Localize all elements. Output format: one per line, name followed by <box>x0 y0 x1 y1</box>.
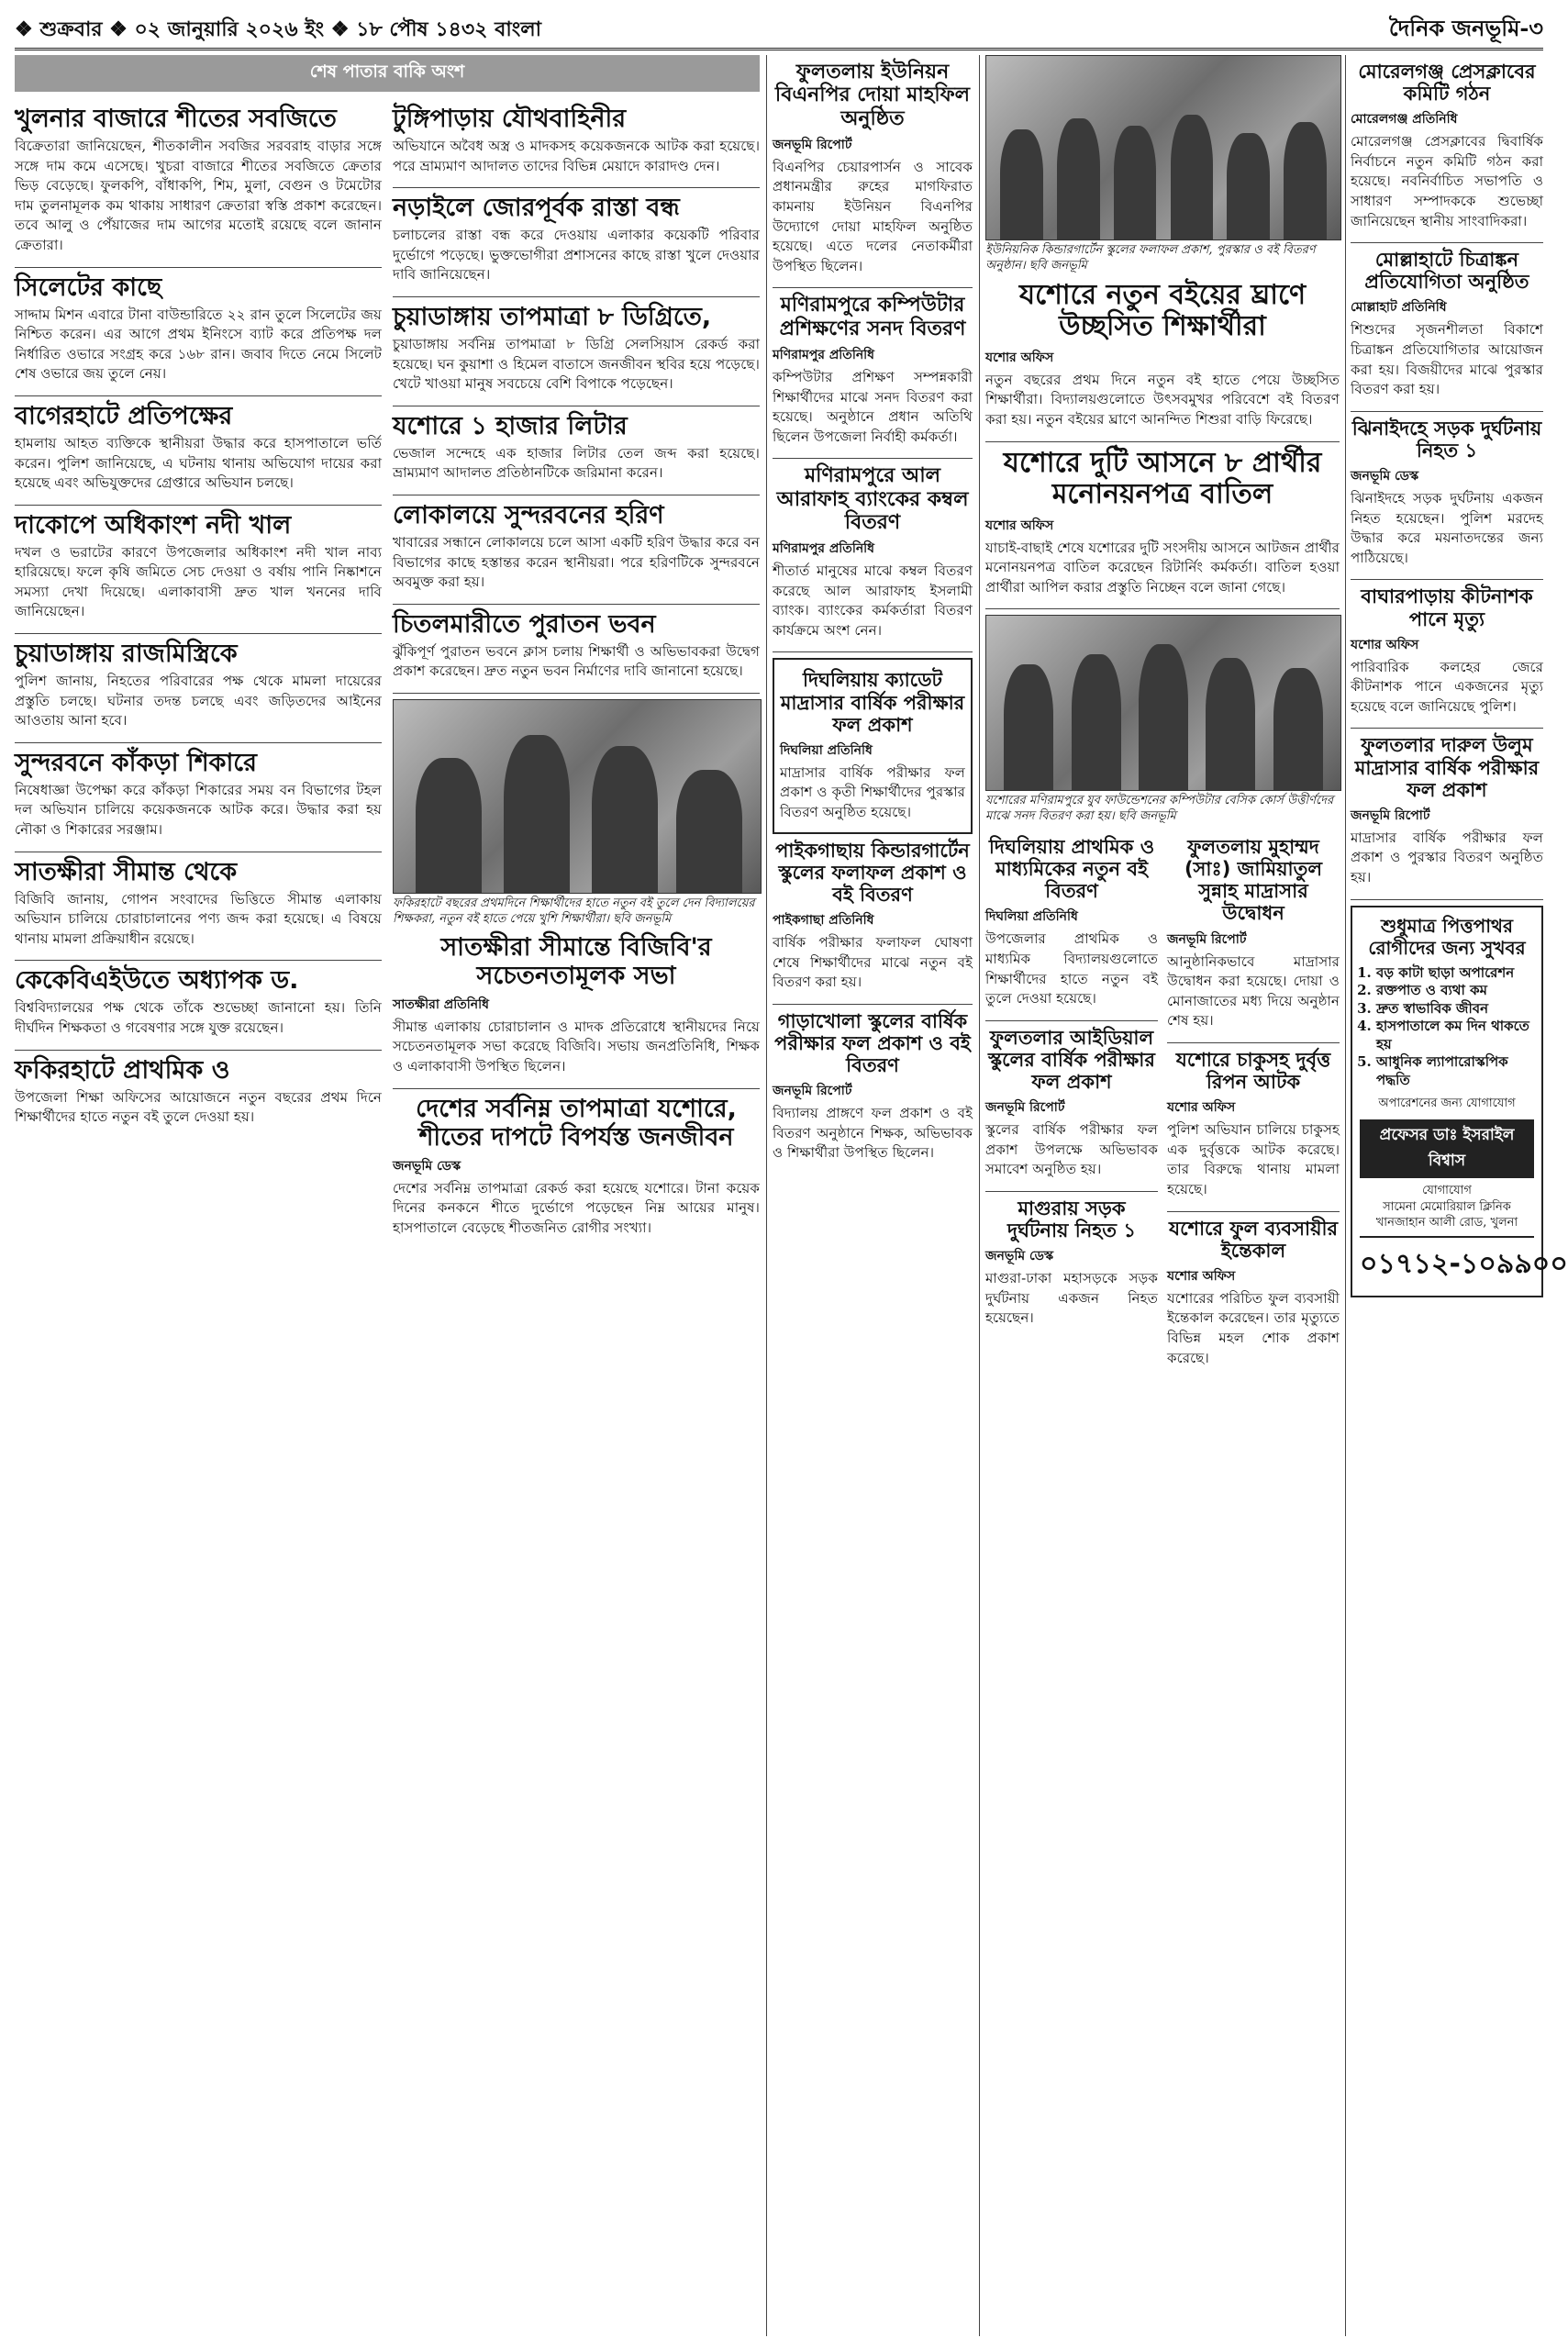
article <box>773 658 973 833</box>
ad-phone-number: ০১৭১২-১০৯৯০০ <box>1360 1236 1534 1288</box>
section-bar: শেষ পাতার বাকি অংশ <box>15 55 760 92</box>
headline: ফুলতলায় ইউনিয়ন বিএনপির দোয়া মাহফিল অনুষ্ঠিত <box>774 61 971 130</box>
photo-caption: যশোরের মণিরামপুরে যুব ফাউন্ডেশনের কম্পিউটার বেসিক কোর্স উত্তীর্ণদের মাঝে সনদ বিতরণ করা হয়। ছবি জনভূমি <box>985 794 1334 824</box>
article-body: পুলিশ জানায়, নিহতের পরিবারের পক্ষ থেকে মামলা দায়েরের প্রস্তুতি চলছে। ঘটনার তদন্ত চলছে এবং জড়িতদের আইনের আওতায় আনা হবে। <box>15 673 382 729</box>
news-column-4 <box>1351 55 1568 2336</box>
article <box>1351 417 1543 581</box>
headline: ফকিরহাটে প্রাথমিক ও <box>15 1055 230 1085</box>
article-body: শীতার্ত মানুষের মাঝে কম্বল বিতরণ করেছে আল আরাফাহ ইসলামী ব্যাংক। ব্যাংকের কর্মকর্তারা বিতরণ কার্যক্রমে অংশ নেন। <box>773 562 973 639</box>
article <box>985 1197 1158 1340</box>
byline: দিঘলিয়া প্রতিনিধি <box>780 742 873 758</box>
photo-person <box>676 770 742 893</box>
article-body: বিজিবি জানায়, গোপন সংবাদের ভিত্তিতে সীমান্ত এলাকায় অভিযান চালিয়ে চোরাচালানের পণ্য জব্দ করা হয়েছে। এ বিষয়ে থানায় মামলা প্রক্রিয়াধীন রয়েছে। <box>15 890 382 947</box>
column-area <box>15 55 1568 2336</box>
photo-person <box>1072 654 1121 790</box>
article-body: বিশ্ববিদ্যালয়ের পক্ষ থেকে তাঁকে শুভেচ্ছা জানানো হয়। তিনি দীর্ঘদিন শিক্ষকতা ও গবেষণার সঙ্গে যুক্ত রয়েছেন। <box>15 999 382 1036</box>
headline: বাগেরহাটে প্রতিপক্ষের <box>15 401 233 430</box>
article-body: উপজেলা শিক্ষা অফিসের আয়োজনে নতুন বছরের প্রথম দিনে শিক্ষার্থীদের হাতে নতুন বই তুলে দেওয়া হয়। <box>15 1088 382 1126</box>
headline: সিলেটের কাছে <box>15 273 162 302</box>
article-body: মাগুরা-ঢাকা মহাসড়কে সড়ক দুর্ঘটনায় একজন নিহত হয়েছেন। <box>985 1270 1158 1327</box>
article <box>15 966 382 1050</box>
photo-caption: ফকিরহাটে বছরের প্রথমদিনে শিক্ষার্থীদের হাতে নতুন বই তুলে দেন বিদ্যালয়ের শিক্ষকরা, নতুন বই হাতে পেয়ে খুশি শিক্ষার্থীরা। ছবি জনভূমি <box>393 896 755 926</box>
headline: সাতক্ষীরা সীমান্ত থেকে <box>15 857 238 886</box>
subcolumn <box>1167 830 1340 1385</box>
headline: যশোরে চাকুসহ দুর্বৃত্ত রিপন আটক <box>1175 1048 1331 1094</box>
article <box>15 273 382 396</box>
article-body: বিদ্যালয় প্রাঙ্গণে ফল প্রকাশ ও বই বিতরণ অনুষ্ঠানে শিক্ষক, অভিভাবক ও শিক্ষার্থীরা উপস্থিত ছিলেন। <box>773 1105 973 1162</box>
article <box>773 1010 973 1174</box>
ad-benefit-list <box>1376 964 1534 1090</box>
article <box>1351 734 1543 899</box>
headline: চুয়াডাঙ্গায় তাপমাত্রা ৮ ডিগ্রিতে, <box>393 302 712 331</box>
continuation-subcolumn-a <box>15 99 382 1254</box>
headline: মাগুরায় সড়ক দুর্ঘটনায় নিহত ১ <box>1006 1197 1137 1242</box>
ad-benefit-item: 3. দ্রুত স্বাভাবিক জীবন <box>1376 1000 1534 1019</box>
headline: যশোরে নতুন বইয়ের ঘ্রাণে উচ্ছসিত শিক্ষার্থীরা <box>1018 278 1307 343</box>
article-body: যাচাই-বাছাই শেষে যশোরের দুটি সংসদীয় আসনে আটজন প্রার্থীর মনোনয়নপত্র বাতিল করেছেন রিটার্নিং কর্মকর্তা। বাতিল হওয়া প্রার্থীরা আপিল করার প্রস্তুতি নিচ্ছেন বলে জানা গেছে। <box>985 539 1340 596</box>
article <box>393 1095 760 1250</box>
photo-person <box>1206 658 1255 790</box>
photo-caption: ইউনিয়নিক কিন্ডারগার্টেন স্কুলের ফলাফল প্রকাশ, পুরস্কার ও বই বিতরণ অনুষ্ঠান। ছবি জনভূমি <box>985 243 1316 273</box>
ad-doctor-name: প্রফেসর ডাঃ ইসরাইল বিশ্বাস <box>1360 1119 1534 1178</box>
article-body: চুয়াডাঙ্গায় সর্বনিম্ন তাপমাত্রা ৮ ডিগ্রি সেলসিয়াস রেকর্ড করা হয়েছে। ঘন কুয়াশা ও হিমেল বাতাসে জনজীবন স্থবির হয়ে পড়েছে। খেটে খাওয়া মানুষ সবচেয়ে বেশি বিপাকে পড়েছেন। <box>393 336 760 393</box>
byline: যশোর অফিস <box>1167 1268 1236 1284</box>
headline: পাইকগাছায় কিন্ডারগার্টেন স্কুলের ফলাফল প্রকাশ ও বই বিতরণ <box>775 839 970 906</box>
headline: বাঘারপাড়ায় কীটনাশক পানে মৃত্যু <box>1361 585 1533 630</box>
news-photo <box>985 615 1341 791</box>
news-column-2 <box>773 55 973 2336</box>
headline: ফুলতলার দারুল উলুম মাদ্রাসার বার্ষিক পরীক্ষার ফল প্রকাশ <box>1354 734 1540 801</box>
column-rule <box>979 55 980 2336</box>
article-body: চলাচলের রাস্তা বন্ধ করে দেওয়ায় এলাকার কয়েকটি পরিবার দুর্ভোগে পড়েছে। ভুক্তভোগীরা প্রশাসনের কাছে রাস্তা খুলে দেওয়ার দাবি জানিয়েছেন। <box>393 227 760 284</box>
headline: দিঘলিয়ায় ক্যাডেট মাদ্রাসার বার্ষিক পরীক্ষার ফল প্রকাশ <box>780 669 965 736</box>
article <box>15 402 382 506</box>
page-header <box>15 13 1543 50</box>
article <box>393 303 760 406</box>
article-body: উপজেলার প্রাথমিক ও মাধ্যমিক বিদ্যালয়গুলোতে শিক্ষার্থীদের হাতে নতুন বই তুলে দেওয়া হয়েছে। <box>985 930 1158 1008</box>
headline: মণিরামপুরে কম্পিউটার প্রশিক্ষণের সনদ বিতরণ <box>779 294 966 340</box>
headline: নড়াইলে জোরপূর্বক রাস্তা বন্ধ <box>393 194 680 223</box>
ad-note: অপারেশনের জন্য যোগাযোগ <box>1378 1097 1516 1111</box>
article-body: যশোরের পরিচিত ফুল ব্যবসায়ী ইন্তেকাল করেছেন। তার মৃত্যুতে বিভিন্ন মহল শোক প্রকাশ করেছে। <box>1167 1289 1340 1366</box>
byline: যশোর অফিস <box>1351 637 1419 652</box>
article <box>393 501 760 605</box>
article-body: খাবারের সন্ধানে লোকালয়ে চলে আসা একটি হরিণ উদ্ধার করে বন বিভাগের কাছে হস্তান্তর করেন স্থানীয়রা। পরে হরিণটিকে সুন্দরবনে অবমুক্ত করা হয়। <box>393 534 760 591</box>
byline: জনভূমি ডেস্ক <box>985 1249 1054 1264</box>
photo-person <box>1139 644 1188 791</box>
byline: জনভূমি রিপোর্ট <box>1351 807 1430 823</box>
byline: জনভূমি রিপোর্ট <box>773 137 852 152</box>
column-rule <box>766 55 767 2336</box>
headline: ফুলতলায় মুহাম্মদ (সাঃ) জামিয়াতুল সুন্নাহ মাদ্রাসার উদ্বোধন <box>1184 836 1323 925</box>
headline: যশোরে দুটি আসনে ৮ প্রার্থীর মনোনয়নপত্র বাতিল <box>1003 446 1322 511</box>
photo-person <box>1273 668 1323 790</box>
headline: দাকোপে অধিকাংশ নদী খাল <box>15 510 292 540</box>
article-body: ঝুঁকিপূর্ণ পুরাতন ভবনে ক্লাস চলায় শিক্ষার্থী ও অভিভাবকরা উদ্বেগ প্রকাশ করেছেন। দ্রুত নতুন ভবন নির্মাণের দাবি জানানো হয়েছে। <box>393 642 760 680</box>
article <box>15 858 382 962</box>
article-body: সীমান্ত এলাকায় চোরাচালান ও মাদক প্রতিরোধে স্থানীয়দের নিয়ে সচেতনতামূলক সভা করেছে বিজিবি। সভায় জনপ্রতিনিধি, শিক্ষক ও এলাকাবাসী উপস্থিত ছিলেন। <box>393 1018 760 1074</box>
headline: সুন্দরবনে কাঁকড়া শিকারে <box>15 748 257 777</box>
article <box>393 933 760 1089</box>
headline: যশোরে ১ হাজার লিটার <box>393 411 628 440</box>
byline: মোরেলগঞ্জ প্রতিনিধি <box>1351 112 1458 128</box>
article <box>393 412 760 495</box>
news-column-3 <box>985 55 1340 2336</box>
ad-benefit-item: 1. বড় কাটা ছাড়া অপারেশন <box>1376 964 1534 983</box>
byline: জনভূমি ডেস্ক <box>393 1158 462 1174</box>
article-body: বার্ষিক পরীক্ষার ফলাফল ঘোষণা শেষে শিক্ষার্থীদের মাঝে নতুন বই বিতরণ করা হয়। <box>773 934 973 991</box>
article <box>773 464 973 652</box>
photo-person <box>592 746 658 893</box>
headline: ফুলতলার আইডিয়াল স্কুলের বার্ষিক পরীক্ষার ফল প্রকাশ <box>988 1026 1155 1094</box>
headline: লোকালয়ে সুন্দরবনের হরিণ <box>393 500 664 529</box>
article <box>15 511 382 634</box>
article <box>15 1056 382 1139</box>
photo-person <box>1227 133 1269 239</box>
article <box>15 749 382 852</box>
article <box>1167 836 1340 1043</box>
column-rule <box>1345 55 1346 2336</box>
article <box>1351 61 1543 243</box>
ad-benefit-item: 2. রক্তপাত ও ব্যথা কম <box>1376 982 1534 1000</box>
headline: কেকেবিএইউতে অধ্যাপক ড. <box>15 966 299 996</box>
article <box>15 640 382 743</box>
byline: যশোর অফিস <box>1167 1100 1236 1116</box>
article-body: সাদ্দাম মিশন এবারে টানা বাউন্ডারিতে ২২ রান তুলে সিলেটের জয় নিশ্চিত করেন। এর আগে প্রথম ইনিংসে ব্যাট করে প্রতিপক্ষ দল নির্ধারিত ওভারে সংগ্রহ করে ১৬৮ রান। জবাব দিতে নেমে সিলেট শেষ ওভারে জয় তুলে নেয়। <box>15 306 382 383</box>
article-body: পারিবারিক কলহের জেরে কীটনাশক পানে একজনের মৃত্যু হয়েছে বলে জানিয়েছে পুলিশ। <box>1351 658 1543 715</box>
byline: মোল্লাহাট প্রতিনিধি <box>1351 300 1447 316</box>
issue-date: ❖ শুক্রবার ❖ ০২ জানুয়ারি ২০২৬ ইং ❖ ১৮ পৌষ ১৪৩২ বাংলা <box>15 17 542 41</box>
photo-person <box>1057 118 1099 239</box>
article-body: অভিযানে অবৈধ অস্ত্র ও মাদকসহ কয়েকজনকে আটক করা হয়েছে। পরে ভ্রাম্যমাণ আদালত তাদের বিভিন্ন মেয়াদে কারাদণ্ড দেন। <box>393 138 760 174</box>
article-body: দখল ও ভরাটের কারণে উপজেলার অধিকাংশ নদী খাল নাব্য হারিয়েছে। ফলে কৃষি জমিতে সেচ দেওয়া ও বর্ষায় পানি নিষ্কাশনে সমস্যা দেখা দিয়েছে। এলাকাবাসী দ্রুত খাল খননের দাবি জানিয়েছেন। <box>15 543 382 620</box>
byline: মণিরামপুর প্রতিনিধি <box>773 541 875 557</box>
article-body: পুলিশ অভিযান চালিয়ে চাকুসহ এক দুর্বৃত্তকে আটক করেছে। তার বিরুদ্ধে থানায় মামলা হয়েছে। <box>1167 1121 1340 1197</box>
headline: মণিরামপুরে আল আরাফাহ ব্যাংকের কম্বল বিতরণ <box>776 464 969 534</box>
article-body: স্কুলের বার্ষিক পরীক্ষার ফল প্রকাশ উপলক্ষে অভিভাবক সমাবেশ অনুষ্ঠিত হয়। <box>985 1121 1158 1178</box>
byline: জনভূমি রিপোর্ট <box>1167 931 1247 947</box>
article <box>985 448 1340 610</box>
article-body: শিশুদের সৃজনশীলতা বিকাশে চিত্রাঙ্কন প্রতিযোগিতার আয়োজন করা হয়। বিজয়ীদের মাঝে পুরস্কার বিতরণ করা হয়। <box>1351 321 1543 398</box>
article-body: মাদ্রাসার বার্ষিক পরীক্ষার ফল প্রকাশ ও কৃতী শিক্ষার্থীদের পুরস্কার বিতরণ অনুষ্ঠিত হয়েছে। <box>780 763 965 821</box>
byline: সাতক্ষীরা প্রতিনিধি <box>393 996 489 1012</box>
article-body: কম্পিউটার প্রশিক্ষণ সম্পন্নকারী শিক্ষার্থীদের মাঝে সনদ বিতরণ করা হয়েছে। অনুষ্ঠানে প্রধান অতিথি ছিলেন উপজেলা নির্বাহী কর্মকর্তা। <box>773 368 973 445</box>
headline: চুয়াডাঙ্গায় রাজমিস্ত্রিকে <box>15 640 238 669</box>
ad-benefit-item: 4. হাসপাতালে কম দিন থাকতে হয় <box>1376 1018 1534 1053</box>
byline: জনভূমি ডেস্ক <box>1351 469 1419 484</box>
headline: খুলনার বাজারে শীতের সবজিতে <box>15 105 337 133</box>
byline: পাইকগাছা প্রতিনিধি <box>773 913 874 929</box>
news-photo <box>985 55 1341 240</box>
article <box>1167 1218 1340 1380</box>
article <box>985 836 1158 1021</box>
photo-person <box>1171 115 1213 239</box>
headline: দিঘলিয়ায় প্রাথমিক ও মাধ্যমিকের নতুন বই বিতরণ <box>988 836 1155 903</box>
byline: দিঘলিয়া প্রতিনিধি <box>985 909 1078 925</box>
article <box>985 1027 1158 1192</box>
article-body: হামলায় আহত ব্যক্তিকে স্থানীয়রা উদ্ধার করে হাসপাতালে ভর্তি করেন। পুলিশ জানিয়েছে, এ ঘটনায় থানায় অভিযোগ দায়ের করা হয়েছে এবং অভিযুক্তদের গ্রেপ্তারে অভিযান চলছে। <box>15 434 382 492</box>
ad-title: শুধুমাত্র পিত্তপাথর রোগীদের জন্য সুখবর <box>1368 914 1526 959</box>
headline: সাতক্ষীরা সীমান্তে বিজিবি'র সচেতনতামূলক সভা <box>440 932 712 990</box>
article <box>1351 249 1543 412</box>
photo-person <box>1004 664 1053 790</box>
article-body: নতুন বছরের প্রথম দিনে নতুন বই হাতে পেয়ে উচ্ছসিত শিক্ষার্থীরা। বিদ্যালয়গুলোতে উৎসবমুখর পরিবেশে বই বিতরণ করা হয়। নতুন বইয়ের ঘ্রাণে আনন্দিত শিশুরা বাড়ি ফিরেছে। <box>985 371 1340 428</box>
byline: জনভূমি রিপোর্ট <box>985 1100 1065 1116</box>
byline: মণিরামপুর প্রতিনিধি <box>773 347 875 362</box>
paper-name-page-number: দৈনিক জনভূমি-৩ <box>1388 15 1543 41</box>
article <box>773 61 973 288</box>
photo-person <box>416 758 482 893</box>
article-body: বিক্রেতারা জানিয়েছেন, শীতকালীন সবজির সরবরাহ বাড়ার সঙ্গে সঙ্গে দাম কমে এসেছে। খুচরা বাজারে শীতের সবজিতে ক্রেতার ভিড় বেড়েছে। ফুলকপি, বাঁধাকপি, শিম, মুলা, বেগুন ও টমেটোর দাম তুলনামূলক কম থাকায় সাধারণ ক্রেতারা স্বস্তি প্রকাশ করেছেন। তবে আলু ও পেঁয়াজের দাম আগের মতোই রয়েছে বলে জানান ক্রেতারা। <box>15 138 382 253</box>
article-body: দেশের সর্বনিম্ন তাপমাত্রা রেকর্ড করা হয়েছে যশোরে। টানা কয়েক দিনের কনকনে শীতে দুর্ভোগে পড়েছেন নিম্ন আয়ের মানুষ। হাসপাতালে বেড়েছে শীতজনিত রোগীর সংখ্যা। <box>393 1179 760 1236</box>
article-body: ভেজাল সন্দেহে এক হাজার লিটার তেল জব্দ করা হয়েছে। ভ্রাম্যমাণ আদালত প্রতিষ্ঠানটিকে জরিমানা করেন। <box>393 444 760 482</box>
article <box>393 105 760 188</box>
headline: মোরেলগঞ্জ প্রেসক্লাবের কমিটি গঠন <box>1358 61 1536 106</box>
ad-contact: যোগাযোগ সামেনা মেমোরিয়াল ক্লিনিক খানজাহান আলী রোড, খুলনা <box>1375 1184 1518 1230</box>
article <box>1167 1049 1340 1212</box>
photo-person <box>1284 122 1326 239</box>
continuation-section <box>15 55 760 2336</box>
article-body: বিএনপির চেয়ারপার্সন ও সাবেক প্রধানমন্ত্রীর রুহের মাগফিরাত কামনায় ইউনিয়ন বিএনপির উদ্যোগে দোয়া মাহফিল অনুষ্ঠিত হয়েছে। এতে দলের নেতাকর্মীরা উপস্থিত ছিলেন। <box>773 158 973 274</box>
ad-benefit-item: 5. আধুনিক ল্যাপারোস্কপিক পদ্ধতি <box>1376 1053 1534 1089</box>
article <box>15 105 382 268</box>
byline: যশোর অফিস <box>985 350 1054 365</box>
byline: যশোর অফিস <box>985 518 1054 533</box>
article-body: ঝিনাইদহে সড়ক দুর্ঘটনায় একজন নিহত হয়েছেন। পুলিশ মরদেহ উদ্ধার করে ময়নাতদন্তের জন্য পাঠিয়েছে। <box>1351 490 1543 566</box>
headline: গাড়াখোলা স্কুলের বার্ষিক পরীক্ষার ফল প্রকাশ ও বই বিতরণ <box>774 1009 971 1077</box>
article <box>393 610 760 694</box>
headline: চিতলমারীতে পুরাতন ভবন <box>393 609 656 639</box>
article-body: নিষেধাজ্ঞা উপেক্ষা করে কাঁকড়া শিকারের সময় বন বিভাগের টহল দল অভিযান চালিয়ে কয়েকজনকে আটক করে। উদ্ধার করা হয় নৌকা ও শিকারের সরঞ্জাম। <box>15 781 382 838</box>
headline: যশোরে ফুল ব্যবসায়ীর ইন্তেকাল <box>1168 1217 1338 1262</box>
byline: জনভূমি রিপোর্ট <box>773 1084 852 1099</box>
article <box>393 194 760 297</box>
article <box>773 294 973 459</box>
article-body: আনুষ্ঠানিকভাবে মাদ্রাসার উদ্বোধন করা হয়েছে। দোয়া ও মোনাজাতের মধ্য দিয়ে অনুষ্ঠান শেষ হয়। <box>1167 952 1340 1030</box>
news-photo <box>393 699 762 894</box>
article <box>1351 585 1543 729</box>
clinic-advertisement <box>1351 906 1568 1297</box>
continuation-subcolumn-b <box>393 99 760 1254</box>
headline: মোল্লাহাটে চিত্রাঙ্কন প্রতিযোগিতা অনুষ্ঠিত <box>1364 249 1529 294</box>
photo-person <box>504 735 570 893</box>
article <box>985 280 1340 442</box>
headline: দেশের সর্বনিম্ন তাপমাত্রা যশোরে, শীতের দাপটে বিপর্যস্ত জনজীবন <box>416 1094 737 1152</box>
photo-person <box>1000 129 1042 239</box>
photo-person <box>1114 126 1156 239</box>
article <box>773 840 973 1005</box>
headline: টুঙ্গিপাড়ায় যৌথবাহিনীর <box>393 105 627 133</box>
article-body: মাদ্রাসার বার্ষিক পরীক্ষার ফল প্রকাশ ও পুরস্কার বিতরণ অনুষ্ঠিত হয়। <box>1351 829 1543 885</box>
subcolumn <box>985 830 1158 1385</box>
headline: ঝিনাইদহে সড়ক দুর্ঘটনায় নিহত ১ <box>1351 417 1542 462</box>
article-body: মোরেলগঞ্জ প্রেসক্লাবের দ্বিবার্ষিক নির্বাচনে নতুন কমিটি গঠন করা হয়েছে। নবনির্বাচিত সভাপতি ও সাধারণ সম্পাদককে শুভেচ্ছা জানিয়েছেন স্থানীয় সাংবাদিকরা। <box>1351 133 1543 229</box>
